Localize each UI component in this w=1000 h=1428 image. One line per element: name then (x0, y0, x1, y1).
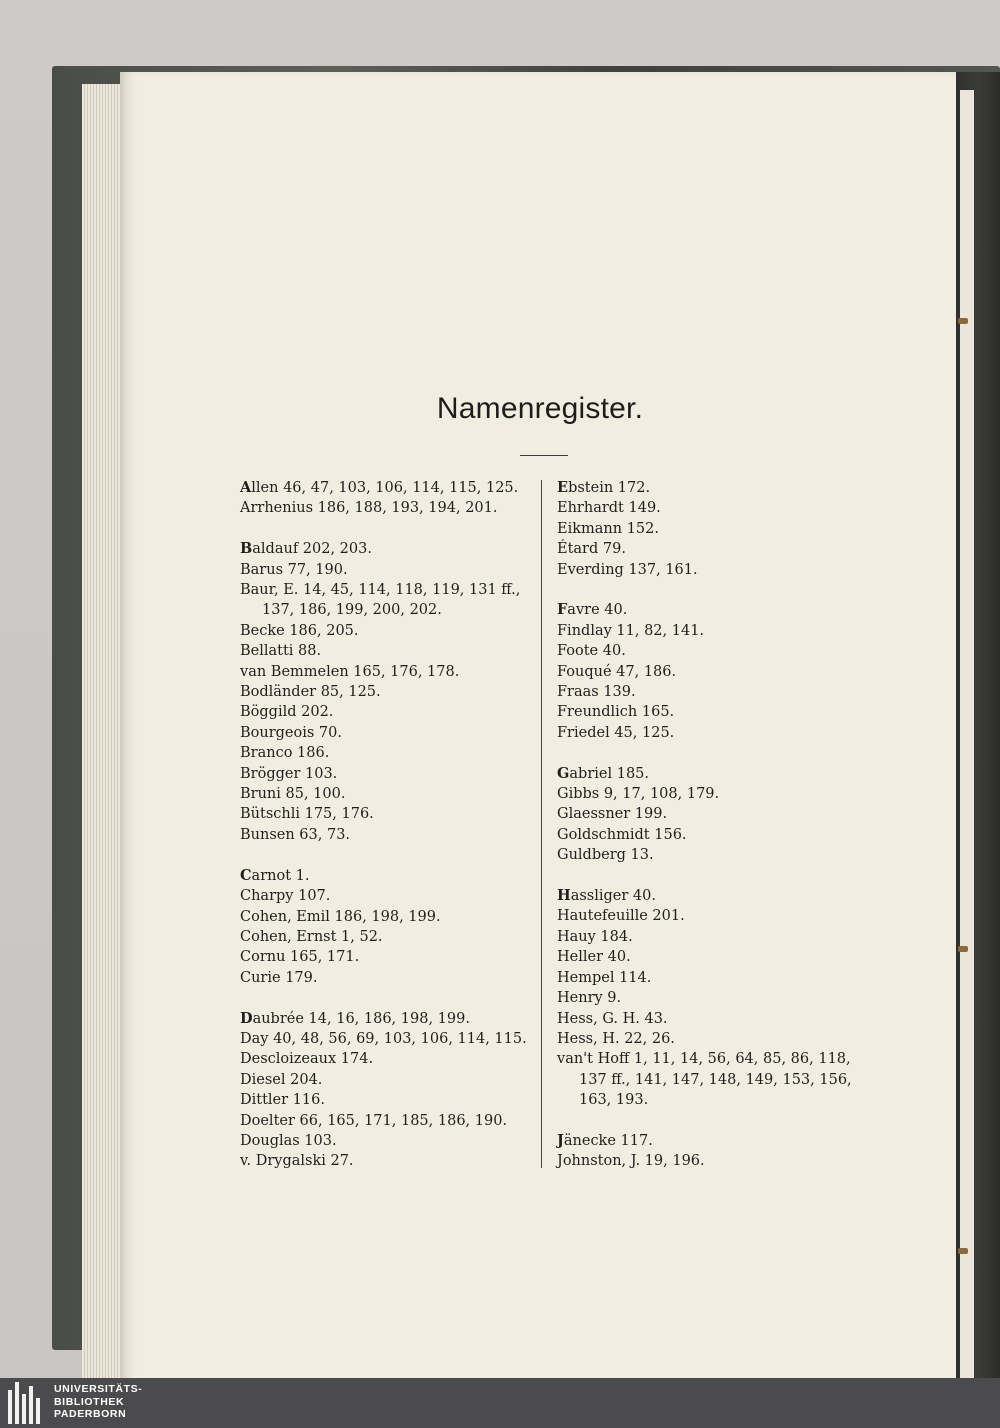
index-entry (557, 1151, 857, 1171)
index-entry (557, 682, 857, 702)
index-entry (557, 784, 857, 804)
entry-text: Goldschmidt 156. (557, 826, 687, 843)
index-entry (557, 825, 857, 845)
entry-text: Glaessner 199. (557, 806, 668, 823)
entry-text: Douglas 103. (240, 1132, 337, 1149)
index-entry (240, 1111, 540, 1131)
entry-text: Doelter 66, 165, 171, 185, 186, 190. (240, 1112, 508, 1129)
index-entry (557, 641, 857, 661)
index-entry (557, 600, 857, 620)
index-entry (240, 478, 540, 498)
entry-initial: F (557, 601, 568, 619)
index-entry (240, 600, 540, 620)
index-entry (240, 1070, 540, 1090)
entry-text: arnot 1. (251, 867, 310, 884)
entry-text: van Bemmelen 165, 176, 178. (240, 663, 460, 680)
index-entry (240, 1151, 540, 1171)
index-entry (557, 886, 857, 906)
entry-text: Hautefeuille 201. (557, 908, 685, 925)
index-entry (557, 845, 857, 865)
entry-initial: G (557, 764, 570, 782)
index-entry (240, 682, 540, 702)
page-edges (82, 84, 124, 1378)
index-entry (240, 1049, 540, 1069)
entry-text: Heller 40. (557, 949, 631, 966)
entry-text: Bourgeois 70. (240, 724, 342, 741)
index-entry (557, 662, 857, 682)
entry-text: Brögger 103. (240, 765, 338, 782)
index-entry (240, 1090, 540, 1110)
index-entry (557, 1090, 857, 1110)
index-entry (557, 968, 857, 988)
index-entry (557, 947, 857, 967)
entry-text: Bruni 85, 100. (240, 786, 346, 803)
entry-text: Hess, G. H. 43. (557, 1010, 668, 1027)
entry-text: Friedel 45, 125. (557, 724, 675, 741)
entry-initial: B (240, 540, 253, 558)
binding-clip (958, 946, 968, 952)
entry-text: abriel 185. (569, 765, 649, 782)
entry-text: Arrhenius 186, 188, 193, 194, 201. (240, 500, 498, 517)
index-entry (240, 1029, 540, 1049)
index-entry (557, 539, 857, 559)
index-entry (240, 804, 540, 824)
entry-text: Henry 9. (557, 990, 622, 1007)
title-rule (520, 455, 568, 456)
index-entry (240, 784, 540, 804)
index-entry (240, 886, 540, 906)
index-entry (557, 764, 857, 784)
entry-text: Charpy 107. (240, 888, 331, 905)
entry-text: van't Hoff 1, 11, 14, 56, 64, 85, 86, 118, (557, 1051, 851, 1068)
entry-text: Bodländer 85, 125. (240, 684, 381, 701)
index-column-left (240, 478, 540, 1172)
entry-text: Everding 137, 161. (557, 561, 698, 578)
index-entry (557, 478, 857, 498)
index-entry (240, 702, 540, 722)
entry-text: Hauy 184. (557, 928, 633, 945)
index-entry (557, 702, 857, 722)
index-entry (557, 804, 857, 824)
logo-line: PADERBORN (54, 1408, 127, 1420)
entry-text: Curie 179. (240, 969, 318, 986)
entry-text: Bellatti 88. (240, 643, 322, 660)
entry-text: Cohen, Ernst 1, 52. (240, 928, 383, 945)
entry-text: 163, 193. (579, 1092, 649, 1109)
entry-text: Ehrhardt 149. (557, 500, 661, 517)
entry-text: Étard 79. (557, 541, 626, 558)
entry-text: Gibbs 9, 17, 108, 179. (557, 786, 720, 803)
entry-initial: H (557, 887, 571, 905)
index-entry (557, 906, 857, 926)
index-entry (557, 927, 857, 947)
entry-initial: C (240, 866, 252, 884)
entry-text: Bunsen 63, 73. (240, 826, 351, 843)
entry-text: Cornu 165, 171. (240, 949, 360, 966)
entry-text: Foote 40. (557, 643, 626, 660)
entry-text: Fouqué 47, 186. (557, 663, 677, 680)
entry-text: Johnston, J. 19, 196. (557, 1153, 705, 1170)
index-entry (240, 764, 540, 784)
index-entry (240, 498, 540, 518)
index-entry (557, 1049, 857, 1069)
entry-text: Fraas 139. (557, 684, 636, 701)
index-entry (557, 519, 857, 539)
entry-initial: A (240, 479, 252, 496)
index-entry (557, 1131, 857, 1151)
index-entry (240, 927, 540, 947)
index-entry (240, 580, 540, 600)
index-entry (240, 1131, 540, 1151)
entry-text: bstein 172. (568, 480, 651, 496)
entry-text: Böggild 202. (240, 704, 334, 721)
entry-text: Hess, H. 22, 26. (557, 1030, 675, 1047)
entry-initial: E (557, 479, 569, 496)
index-entry (557, 621, 857, 641)
entry-text: Branco 186. (240, 745, 330, 762)
index-entry (240, 825, 540, 845)
index-entry (240, 539, 540, 559)
entry-text: aubrée 14, 16, 186, 198, 199. (252, 1010, 470, 1027)
index-entry (240, 662, 540, 682)
index-entry (240, 907, 540, 927)
entry-text: Diesel 204. (240, 1071, 323, 1088)
footer-bar (0, 1378, 1000, 1428)
entry-text: Barus 77, 190. (240, 561, 348, 578)
entry-text: Dittler 116. (240, 1092, 325, 1109)
index-entry (557, 988, 857, 1008)
index-entry (240, 968, 540, 988)
entry-text: Day 40, 48, 56, 69, 103, 106, 114, 115. (240, 1030, 527, 1047)
entry-text: Eikmann 152. (557, 520, 659, 537)
index-entry (557, 723, 857, 743)
entry-text: 137, 186, 199, 200, 202. (262, 602, 442, 619)
index-entry (240, 723, 540, 743)
facing-page-edge (960, 90, 974, 1378)
entry-text: llen 46, 47, 103, 106, 114, 115, 125. (251, 480, 519, 496)
index-column-right (557, 478, 857, 1172)
index-entry (557, 498, 857, 518)
index-entry (240, 560, 540, 580)
entry-text: avre 40. (567, 602, 628, 619)
index-entry (557, 1009, 857, 1029)
column-divider (541, 480, 542, 1168)
entry-text: Becke 186, 205. (240, 622, 359, 639)
logo-line: UNIVERSITÄTS- (54, 1383, 143, 1395)
entry-initial: D (240, 1009, 253, 1027)
binding-clip (958, 1248, 968, 1254)
entry-text: aldauf 202, 203. (252, 541, 372, 558)
entry-text: Baur, E. 14, 45, 114, 118, 119, 131 ff., (240, 582, 521, 599)
entry-text: v. Drygalski 27. (240, 1153, 354, 1170)
library-logo-icon (6, 1382, 46, 1424)
entry-text: Cohen, Emil 186, 198, 199. (240, 908, 441, 925)
index-entry (240, 866, 540, 886)
index-entry (240, 947, 540, 967)
logo-line: BIBLIOTHEK (54, 1395, 125, 1408)
index-entry (240, 1009, 540, 1029)
entry-text: 137 ff., 141, 147, 148, 149, 153, 156, (579, 1071, 852, 1088)
index-entry (557, 1029, 857, 1049)
binding-clip (958, 318, 968, 324)
entry-text: Bütschli 175, 176. (240, 806, 374, 823)
index-entry (557, 1070, 857, 1090)
page-title: Namenregister. (436, 392, 644, 425)
index-entry (240, 621, 540, 641)
index-entry (557, 560, 857, 580)
entry-text: assliger 40. (570, 888, 656, 905)
entry-text: Freundlich 165. (557, 704, 675, 721)
entry-text: änecke 117. (563, 1132, 653, 1149)
library-logo-text (54, 1383, 142, 1421)
index-entry (240, 641, 540, 661)
index-entry (240, 743, 540, 763)
entry-initial: J (557, 1131, 564, 1149)
entry-text: Hempel 114. (557, 969, 652, 986)
entry-text: Descloizeaux 174. (240, 1051, 374, 1068)
entry-text: Guldberg 13. (557, 847, 654, 864)
entry-text: Findlay 11, 82, 141. (557, 622, 705, 639)
